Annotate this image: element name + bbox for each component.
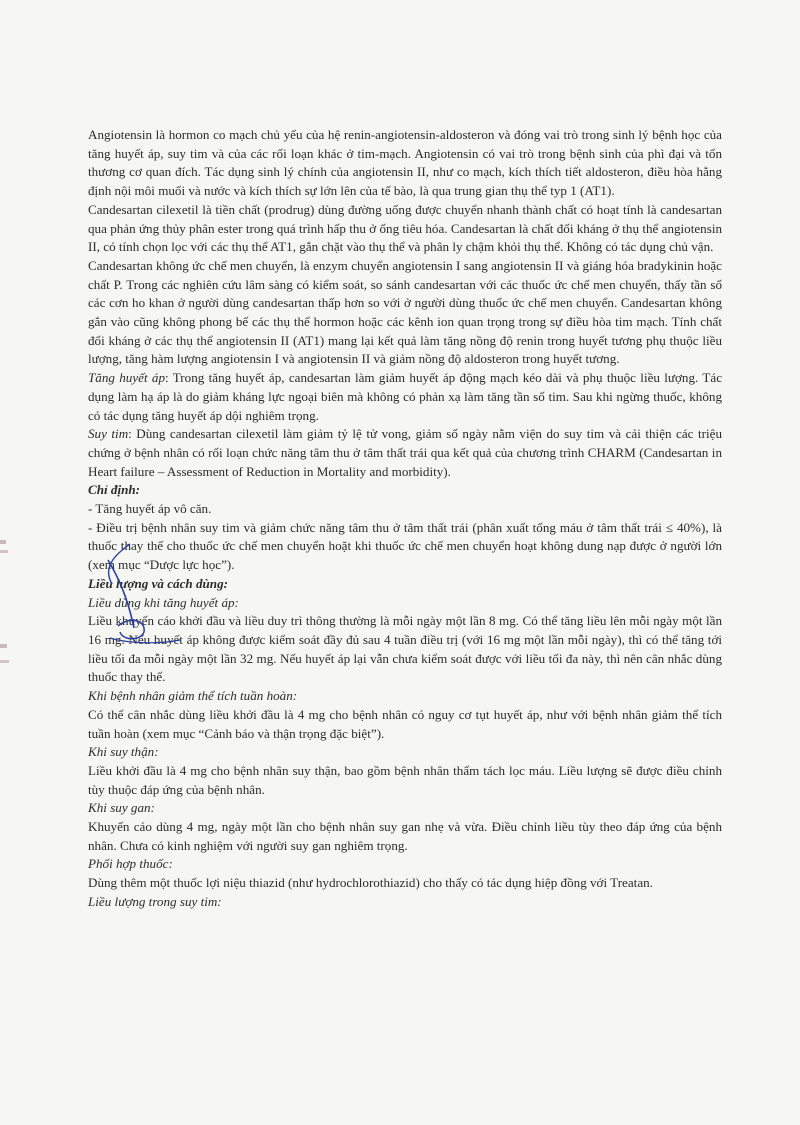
section-heading: Chỉ định: bbox=[88, 482, 141, 498]
subsection-heading: Khi bệnh nhân giảm thể tích tuần hoàn: bbox=[88, 688, 298, 704]
paragraph: - Điều trị bệnh nhân suy tim và giảm chức năng tâm thu ở tâm thất trái (phân xuất tống máu ở tâm thất trái ≤ 40%), là thuốc thay thế cho thuốc ức chế men chuyển hoặt khi thuốc ức chế men chuyển hoạt không dung nạp được ở người lớn (xem mục “Dược lực học”). bbox=[88, 519, 722, 573]
paragraph: Candesartan cilexetil là tiền chất (prodrug) dùng đường uống được chuyển nhanh thành chất có hoạt tính là candesartan qua phản ứng thủy phân ester trong quá trình hấp thu ở ống tiêu hóa. Candesartan là chất đối kháng ở thụ thể angiotensin II, có tính chọn lọc với các thụ thể AT1, gắn chặt vào thụ thể và phân ly chậm khỏi thụ thể. Không có tác dụng chủ vận. bbox=[88, 201, 722, 255]
paragraph: Angiotensin là hormon co mạch chủ yếu của hệ renin-angiotensin-aldosteron và đóng vai trò trong sinh lý bệnh học của tăng huyết áp, suy tim và của các rối loạn khác ở tim-mạch. Angiotensin có vai trò trong bệnh sinh của phì đại và tổn thương cơ quan đích. Tác dụng sinh lý chính của angiotensin II, như co mạch, kích thích tiết aldosteron, điều hòa hằng định nội môi muối và nước và kích thích sự lớn lên của tế bào, là qua trung gian thụ thể typ 1 (AT1). bbox=[88, 127, 722, 199]
section-heading: Liều lượng và cách dùng: bbox=[88, 575, 228, 591]
subsection-heading: Khi suy thận: bbox=[88, 744, 159, 760]
paragraph-text: : Dùng candesartan cilexetil làm giảm tỷ lệ tử vong, giảm số ngày nằm viện do suy tim và cải thiện các triệu chứng ở bệnh nhân có rối loạn chức năng tâm thu ở tâm thất trái qua kết quả của chương trình CHARM (Candesartan in Heart failure – Assessment of Reduction in Mortality and morbidity). bbox=[88, 426, 722, 479]
handwritten-pen-marks bbox=[90, 540, 230, 650]
subsection-heading: Liều dùng khi tăng huyết áp: bbox=[88, 594, 239, 610]
subsection-heading: Khi suy gan: bbox=[88, 800, 155, 816]
subsection-heading: Liều lượng trong suy tim: bbox=[88, 893, 222, 909]
paragraph: Dùng thêm một thuốc lợi niệu thiazid (như hydrochlorothiazid) cho thấy có tác dụng hiệp đồng với Treatan. bbox=[88, 875, 653, 891]
paragraph: Liều khuyến cáo khởi đầu và liều duy trì thông thường là mỗi ngày một lần 8 mg. Có thể tăng liều lên mỗi ngày một lần 16 mg. Nếu huyết áp không được kiểm soát đầy đủ sau 4 tuần điều trị (với 16 mg một lần mỗi ngày), thì có thể tăng tới liều tối đa mỗi ngày một lần 32 mg. Nếu huyết áp lại vẫn chưa kiểm soát được với liều tối đa này, thì nên cân nhắc dùng thuốc thay thế. bbox=[88, 613, 722, 685]
paragraph: Có thể cân nhắc dùng liều khởi đầu là 4 mg cho bệnh nhân có nguy cơ tụt huyết áp, như với bệnh nhân giảm thể tích tuần hoàn (xem mục “Cảnh báo và thận trọng đặc biệt”). bbox=[88, 706, 722, 741]
paragraph: Candesartan không ức chế men chuyển, là enzym chuyển angiotensin I sang angiotensin II và giáng hóa bradykinin hoặc chất P. Trong các nghiên cứu lâm sàng có kiểm soát, so sánh candesartan với các thuốc ức chế men chuyển, thấy tần số các cơn ho khan ở người dùng candesartan thấp hơn so với ở người dùng thuốc ức chế men chuyển. Candesartan không gắn vào cũng không phong bế các thụ thể hormon hoặc các kênh ion quan trọng trong sự điều hòa tim mạch. Tính chất đối kháng ở các thụ thể angiotensin II (AT1) mang lại kết quả làm tăng nồng độ renin trong huyết tương phụ thuộc liều lượng, tăng hàm lượng angiotensin I và angiotensin II và giảm nồng độ aldosteron trong huyết tương. bbox=[88, 257, 722, 367]
paragraph-text: : Trong tăng huyết áp, candesartan làm giảm huyết áp động mạch kéo dài và phụ thuộc liều lượng. Tác dụng làm hạ áp là do giảm kháng lực ngoại biên mà không có phản xạ làm tăng tần số tim. Sau khi ngừng thuốc, không có tác dụng tăng huyết áp dội nghiêm trọng. bbox=[88, 370, 722, 423]
paragraph: Liều khởi đầu là 4 mg cho bệnh nhân suy thận, bao gồm bệnh nhân thẩm tách lọc máu. Liều lượng sẽ được điều chỉnh tùy thuộc đáp ứng của bệnh nhân. bbox=[88, 762, 722, 797]
paragraph bbox=[88, 425, 722, 481]
document-body bbox=[88, 126, 722, 912]
scan-edge-mark bbox=[0, 540, 12, 680]
subsection-heading: Phối hợp thuốc: bbox=[88, 856, 173, 872]
paragraph-lead: Suy tim bbox=[88, 426, 129, 442]
paragraph-lead: Tăng huyết áp bbox=[88, 370, 166, 386]
paragraph: Khuyến cáo dùng 4 mg, ngày một lần cho bệnh nhân suy gan nhẹ và vừa. Điều chỉnh liều tùy theo đáp ứng của bệnh nhân. Chưa có kinh nghiệm với người suy gan nghiêm trọng. bbox=[88, 819, 722, 853]
paragraph bbox=[88, 369, 722, 425]
paragraph: - Tăng huyết áp vô căn. bbox=[88, 501, 212, 517]
